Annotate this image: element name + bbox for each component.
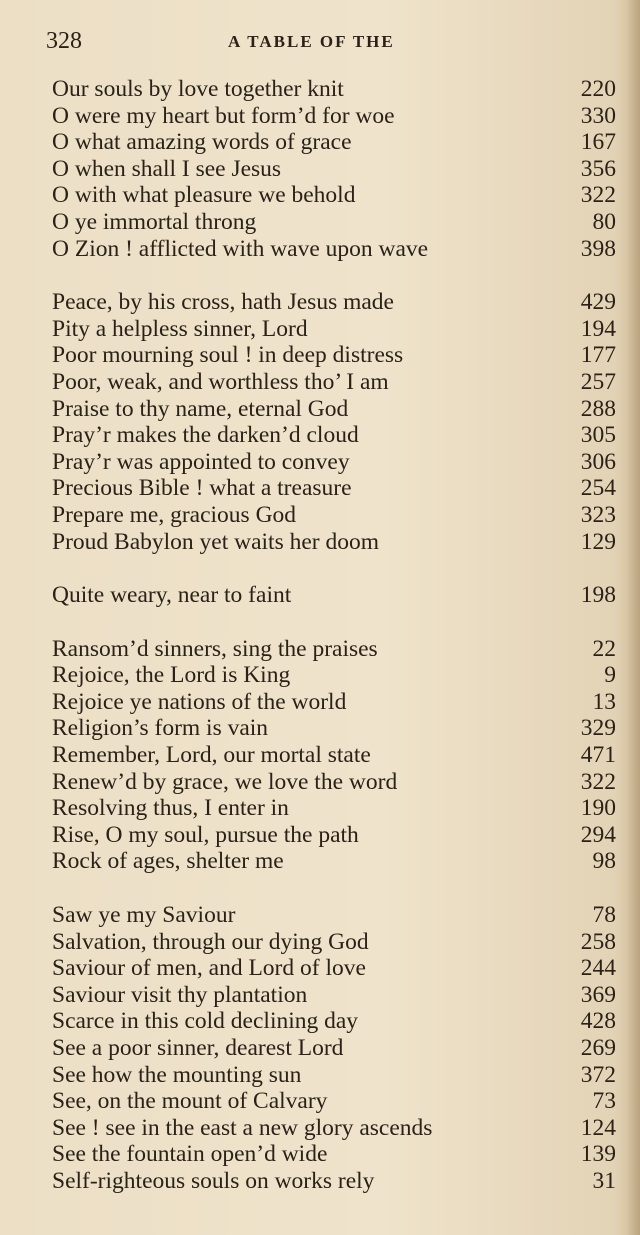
index-entry (46, 529, 616, 556)
hymn-number: 471 (580, 742, 616, 769)
hymn-first-line: See a poor sinner, dearest Lord (52, 1035, 344, 1061)
hymn-number: 13 (592, 688, 616, 715)
index-entry (46, 182, 616, 209)
page-edge-shadow (626, 0, 640, 1235)
hymn-number: 330 (580, 102, 616, 129)
hymn-number: 323 (580, 501, 616, 528)
hymn-number: 124 (580, 1114, 616, 1141)
hymn-first-line: Resolving thus, I enter in (52, 795, 289, 822)
group-spacer (46, 609, 616, 636)
hymn-number: 258 (580, 928, 616, 955)
index-entry (46, 1141, 616, 1168)
hymn-first-line: O ye immortal throng (52, 208, 257, 235)
hymn-number: 177 (580, 342, 616, 369)
index-entry (46, 502, 616, 529)
index-entry (46, 369, 616, 396)
hymn-number: 254 (580, 475, 616, 502)
hymn-first-line: Rejoice, the Lord is King (52, 662, 291, 689)
hymn-number: 305 (580, 422, 616, 449)
hymn-first-line: See how the mounting sun (52, 1061, 302, 1088)
hymn-number: 167 (580, 129, 616, 156)
hymn-first-line: Saw ye my Saviour (52, 902, 236, 929)
hymn-number: 194 (580, 315, 616, 342)
running-head: A TABLE OF THE (228, 32, 395, 51)
hymn-number: 356 (580, 155, 616, 182)
index-entry (46, 1035, 616, 1062)
index-entry (46, 982, 616, 1009)
hymn-first-line: O when shall I see Jesus (52, 155, 282, 182)
index-entry (46, 76, 616, 103)
index-entry (46, 822, 616, 849)
hymn-first-line: Rejoice ye nations of the world (52, 688, 347, 715)
index-entry (46, 1062, 616, 1089)
hymn-number: 80 (592, 208, 616, 235)
index-entry (46, 689, 616, 716)
hymn-first-line: Scarce in this cold declining day (52, 1008, 359, 1035)
hymn-first-line: Self-righteous souls on works rely (52, 1167, 375, 1194)
hymn-number: 31 (592, 1167, 616, 1194)
hymn-first-line: Salvation, through our dying God (52, 928, 369, 955)
hymn-first-line: Poor mourning soul ! in deep distress (52, 342, 404, 369)
hymn-first-line: Pray’r makes the darken’d cloud (52, 422, 359, 449)
hymn-number: 429 (580, 289, 616, 316)
hymn-first-line: Praise to thy name, eternal God (52, 395, 349, 422)
hymn-first-line: Saviour of men, and Lord of love (52, 955, 366, 982)
hymn-number: 322 (580, 768, 616, 795)
hymn-number: 369 (580, 981, 616, 1008)
hymn-number: 244 (580, 955, 616, 982)
index-entry (46, 582, 616, 609)
index-entry (46, 156, 616, 183)
hymn-first-line: Poor, weak, and worthless tho’ I am (52, 368, 389, 395)
hymn-number: 9 (604, 662, 616, 689)
hymn-number: 22 (592, 635, 616, 662)
hymn-first-line: Rock of ages, shelter me (52, 848, 284, 875)
index-entry (46, 715, 616, 742)
hymn-number: 372 (580, 1061, 616, 1088)
hymn-number: 269 (580, 1035, 616, 1061)
hymn-number: 428 (580, 1008, 616, 1035)
hymn-first-line: See ! see in the east a new glory ascends (52, 1114, 433, 1141)
index-entry (46, 662, 616, 689)
hymn-number: 288 (580, 395, 616, 422)
index-entry (46, 929, 616, 956)
hymn-first-line: Precious Bible ! what a treasure (52, 475, 352, 502)
index-entry (46, 795, 616, 822)
hymn-number: 190 (580, 795, 616, 822)
index-entry (46, 1008, 616, 1035)
hymn-number: 98 (592, 848, 616, 875)
hymn-number: 294 (580, 821, 616, 848)
hymn-first-line: O with what pleasure we behold (52, 182, 356, 209)
index-entry (46, 742, 616, 769)
group-spacer (46, 555, 616, 582)
hymn-number: 78 (592, 902, 616, 929)
hymn-first-line: Renew’d by grace, we love the word (52, 768, 398, 795)
hymn-number: 306 (580, 448, 616, 475)
hymn-first-line: Pity a helpless sinner, Lord (52, 315, 308, 342)
hymn-number: 139 (580, 1141, 616, 1168)
index-entry (46, 848, 616, 875)
index-entry (46, 955, 616, 982)
page-header (46, 28, 612, 60)
hymn-first-line: O Zion ! afflicted with wave upon wave (52, 235, 429, 262)
index-entry (46, 129, 616, 156)
hymn-first-line: Quite weary, near to faint (52, 582, 292, 609)
index-entry (46, 422, 616, 449)
hymn-number: 220 (580, 76, 616, 102)
page-number: 328 (46, 28, 82, 54)
group-spacer (46, 875, 616, 902)
index-entry (46, 289, 616, 316)
hymn-first-line: Rise, O my soul, pursue the path (52, 821, 359, 848)
index-entry (46, 396, 616, 423)
hymn-number: 198 (580, 582, 616, 609)
hymn-first-line: Proud Babylon yet waits her doom (52, 528, 380, 555)
hymn-first-line: Ransom’d sinners, sing the praises (52, 635, 378, 662)
hymn-index (46, 76, 616, 1195)
hymn-number: 257 (580, 368, 616, 395)
index-entry (46, 769, 616, 796)
hymn-number: 329 (580, 715, 616, 742)
index-entry (46, 103, 616, 130)
index-entry (46, 236, 616, 263)
index-entry (46, 316, 616, 343)
group-spacer (46, 262, 616, 289)
index-entry (46, 902, 616, 929)
index-entry (46, 1115, 616, 1142)
hymn-first-line: Peace, by his cross, hath Jesus made (52, 289, 394, 316)
hymn-number: 129 (580, 528, 616, 555)
index-entry (46, 475, 616, 502)
index-entry (46, 209, 616, 236)
hymn-first-line: Religion’s form is vain (52, 715, 269, 742)
hymn-number: 322 (580, 182, 616, 209)
hymn-number: 73 (592, 1088, 616, 1115)
hymn-first-line: Remember, Lord, our mortal state (52, 742, 371, 769)
hymn-first-line: See the fountain open’d wide (52, 1141, 328, 1168)
hymn-number: 398 (580, 235, 616, 262)
hymn-first-line: O what amazing words of grace (52, 129, 352, 156)
index-entry (46, 1168, 616, 1195)
hymn-first-line: See, on the mount of Calvary (52, 1088, 328, 1115)
hymn-first-line: Pray’r was appointed to convey (52, 448, 350, 475)
index-entry (46, 1088, 616, 1115)
hymn-first-line: Saviour visit thy plantation (52, 981, 308, 1008)
index-entry (46, 636, 616, 663)
index-entry (46, 342, 616, 369)
index-entry (46, 449, 616, 476)
hymn-first-line: O were my heart but form’d for woe (52, 102, 395, 129)
hymn-first-line: Our souls by love together knit (52, 76, 344, 102)
hymn-first-line: Prepare me, gracious God (52, 501, 297, 528)
